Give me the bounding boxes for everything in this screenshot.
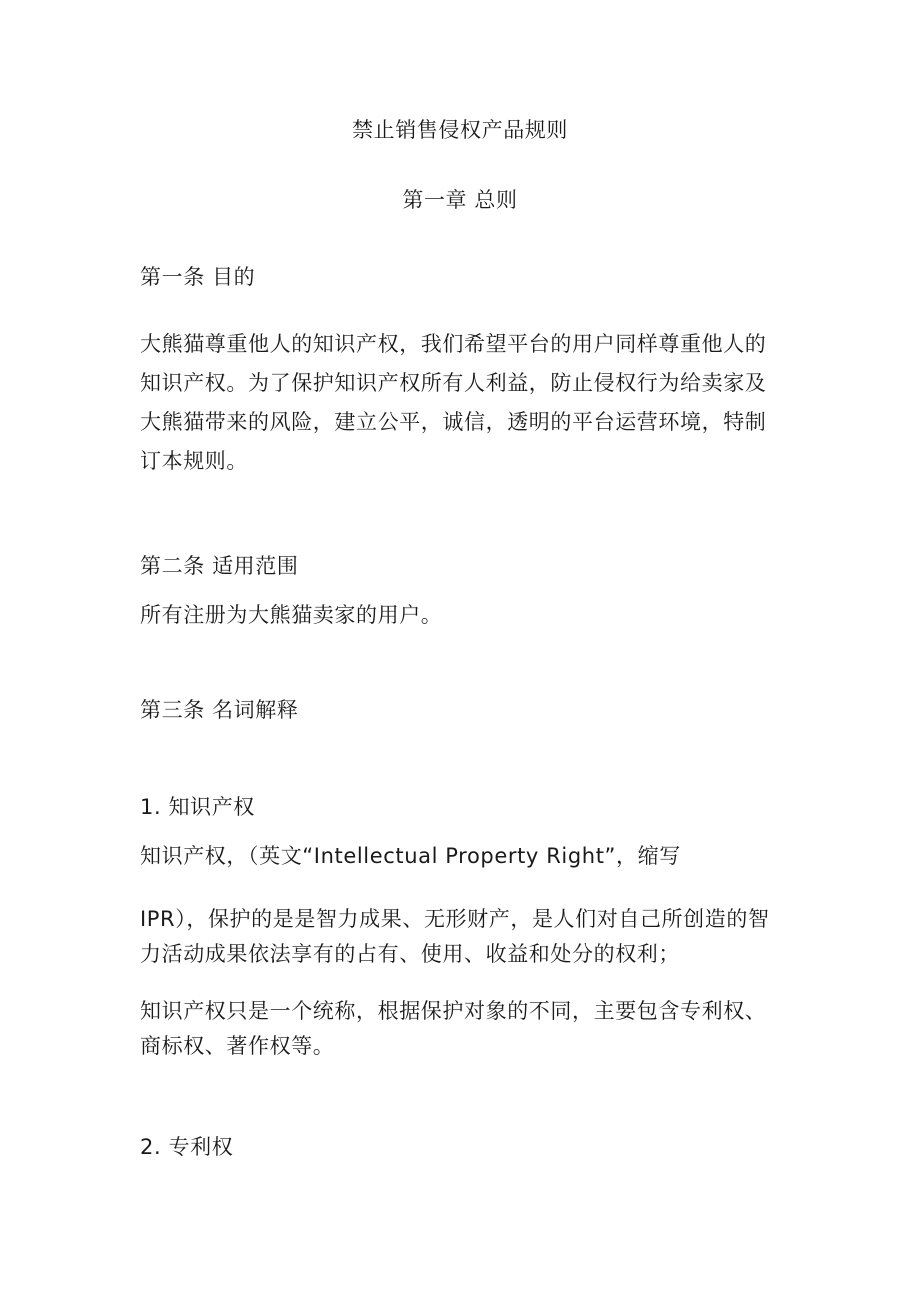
chapter-heading: 第一章 总则 (402, 188, 518, 212)
item-1-paragraph-line: 知识产权，（英文“Intellectual Property Right”，缩写 (140, 844, 681, 868)
article-2-heading: 第二条 适用范围 (140, 554, 299, 578)
article-1-heading: 第一条 目的 (140, 265, 256, 289)
item-1-paragraph-line: 力活动成果依法享有的占有、使用、收益和处分的权利； (140, 942, 680, 966)
article-1-line: 订本规则。 (140, 449, 248, 473)
document-title: 禁止销售侵权产品规则 (352, 118, 568, 142)
article-1-line: 知识产权。为了保护知识产权所有人利益，防止侵权行为给卖家及 (140, 371, 767, 395)
article-3-heading: 第三条 名词解释 (140, 698, 299, 722)
item-2-heading: 2. 专利权 (140, 1135, 234, 1159)
article-1-line: 大熊猫带来的风险，建立公平，诚信，透明的平台运营环境，特制 (140, 410, 767, 434)
item-1-paragraph-line: 商标权、著作权等。 (140, 1034, 335, 1058)
article-1-line: 大熊猫尊重他人的知识产权，我们希望平台的用户同样尊重他人的 (140, 332, 767, 356)
article-2-line: 所有注册为大熊猫卖家的用户。 (140, 603, 443, 627)
item-1-paragraph-line: 知识产权只是一个统称，根据保护对象的不同，主要包含专利权、 (140, 999, 767, 1023)
item-1-heading: 1. 知识产权 (140, 795, 255, 819)
item-1-paragraph-line: IPR），保护的是是智力成果、无形财产，是人们对自己所创造的智 (140, 907, 770, 931)
